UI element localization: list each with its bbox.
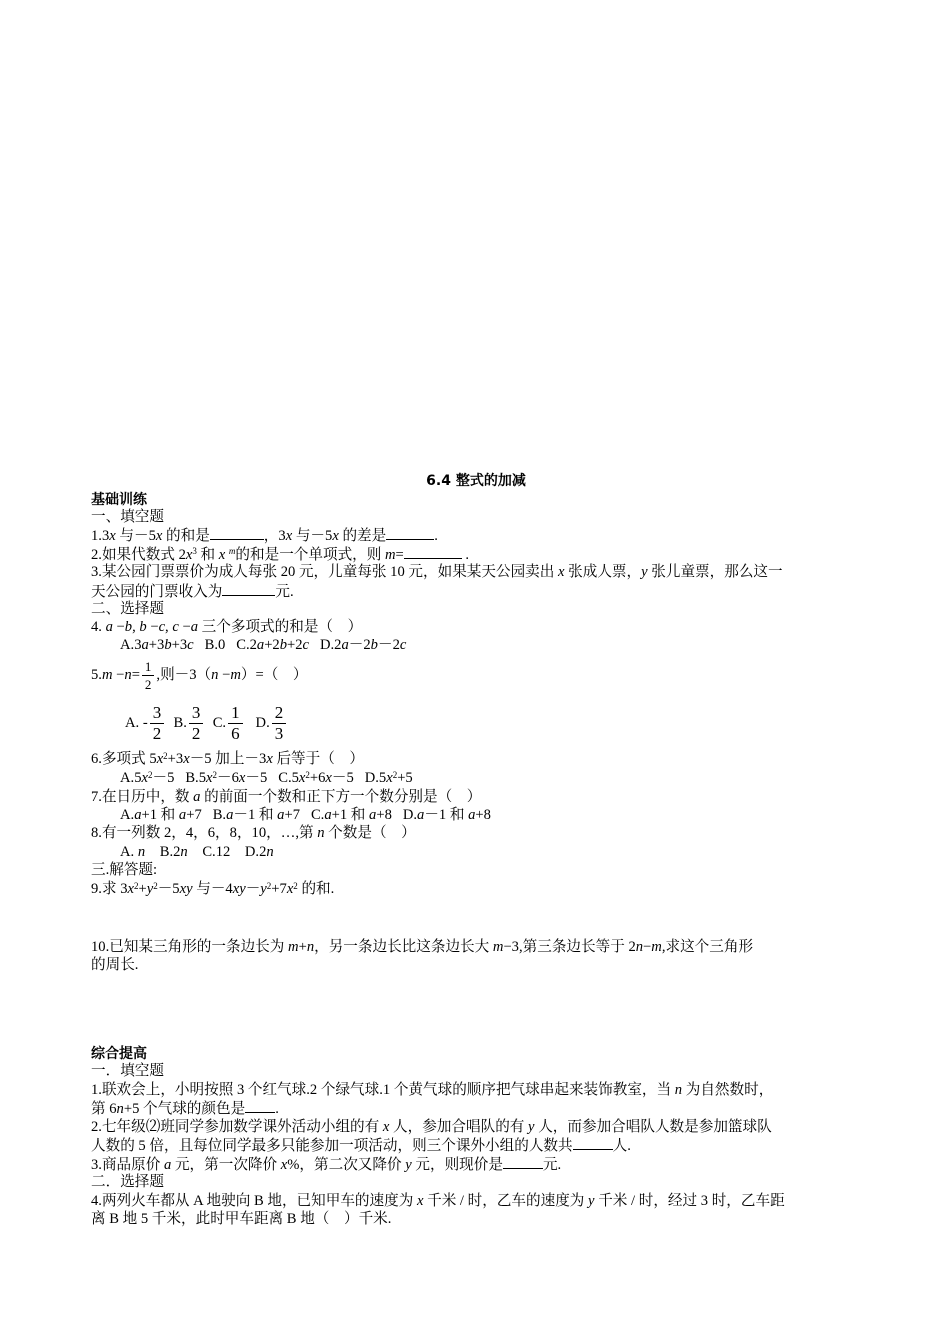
adv-question-1-cont: 第 6n+5 个气球的颜色是 . <box>91 1101 279 1117</box>
adv-question-1: 1.联欢会上，小明按照 3 个红气球.2 个绿气球.1 个黄气球的顺序把气球串起来装饰教室，当 n 为自然数时， <box>91 1082 774 1098</box>
question-1: 1.3x 与－5x 的和是 ，3x 与－5x 的差是 . <box>91 528 438 544</box>
question-8: 8.有一列数 2，4，6，8，10，…,第 n 个数是（ ） <box>91 825 416 841</box>
adv-question-3: 3.商品原价 a 元，第一次降价 x%，第二次又降价 y 元，则现价是 元. <box>91 1157 562 1173</box>
question-2: 2.如果代数式 $2x^3$ 和 x $^m$的和是一个单项式，则 m= . <box>91 546 470 563</box>
basic-choice-heading: 二、选择题 <box>91 601 164 617</box>
question-4-options: A.3a+3b+3c B.0 C.2a+2b+2c D.2a－2b－2c <box>120 637 407 653</box>
adv-question-2: 2.七年级⑵班同学参加数学课外活动小组的有 x 人，参加合唱队的有 y 人，而参加合唱队人数是参加篮球队 <box>91 1119 772 1135</box>
question-8-options: A. n B.2n C.12 D.2n <box>120 844 274 860</box>
advanced-heading: 综合提高 <box>91 1046 147 1062</box>
question-7: 7.在日历中，数 a 的前面一个数和正下方一个数分别是（ ） <box>91 789 482 805</box>
page-title: 6.4 整式的加减 <box>426 473 526 489</box>
question-10: 10.已知某三角形的一条边长为 m+n，另一条边长比这条边长大 m−3,第三条边长等于 2n−m,求这个三角形 <box>91 939 754 955</box>
question-7-options: A.a+1 和 a+7 B.a－1 和 a+7 C.a+1 和 a+8 D.a－1 和 a+8 <box>120 807 491 823</box>
question-6: 6.多项式 $5x^2+3x-5$ 加上－3x 后等于（ ） <box>91 751 365 767</box>
question-6-options: $A.5x^2-5$ $B.5x^2-6x-5$ $C.5x^2+6x-5$ $D.5x^2+5$ <box>120 770 413 786</box>
question-10-cont: 的周长. <box>91 957 139 973</box>
basic-answer-heading: 三.解答题: <box>91 862 158 878</box>
adv-question-2-cont: 人数的 5 倍，且每位同学最多只能参加一项活动，则三个课外小组的人数共 人. <box>91 1138 631 1154</box>
question-5: 5.m −n= $\frac{1}{2}$ ,则－3（n −m）=（ ） <box>91 659 308 693</box>
question-3-cont: 天公园的门票收入为 元. <box>91 584 294 600</box>
question-3: 3.某公园门票票价为成人每张 20 元，儿童每张 10 元，如果某天公园卖出 x 张成人票，y 张儿童票，那么这一 <box>91 564 783 580</box>
basic-heading: 基础训练 <box>91 492 147 508</box>
adv-question-4-cont: 离 B 地 5 千米，此时甲车距离 B 地（ ）千米. <box>91 1211 392 1227</box>
question-4: 4. a −b, b −c, c −a 三个多项式的和是（ ） <box>91 619 363 635</box>
adv-question-4: 4.两列火车都从 A 地驶向 B 地，已知甲车的速度为 x 千米 / 时，乙车的速度为 y 千米 / 时，经过 3 时，乙车距 <box>91 1193 785 1209</box>
fraction: $\frac{2}{3}$ <box>272 703 287 744</box>
basic-fill-heading: 一、填空题 <box>91 509 164 525</box>
advanced-choice-heading: 二．选择题 <box>91 1174 164 1190</box>
fraction: $\frac{3}{2}$ <box>189 703 204 744</box>
question-9: 9.求 $3x^2+y^2-5xy$ 与$-4xy-y^2+7x^2$ 的和. <box>91 881 335 897</box>
fraction: $\frac{1}{6}$ <box>228 703 243 744</box>
fraction: $\frac{3}{2}$ <box>150 703 165 744</box>
advanced-fill-heading: 一．填空题 <box>91 1063 164 1079</box>
question-5-options: A. - $\frac{3}{2}$ B. $\frac{3}{2}$ C. $\frac{1}{6}$ D. $\frac{2}{3}$ <box>125 700 288 746</box>
fraction: $\frac{1}{2}$ <box>142 658 155 693</box>
